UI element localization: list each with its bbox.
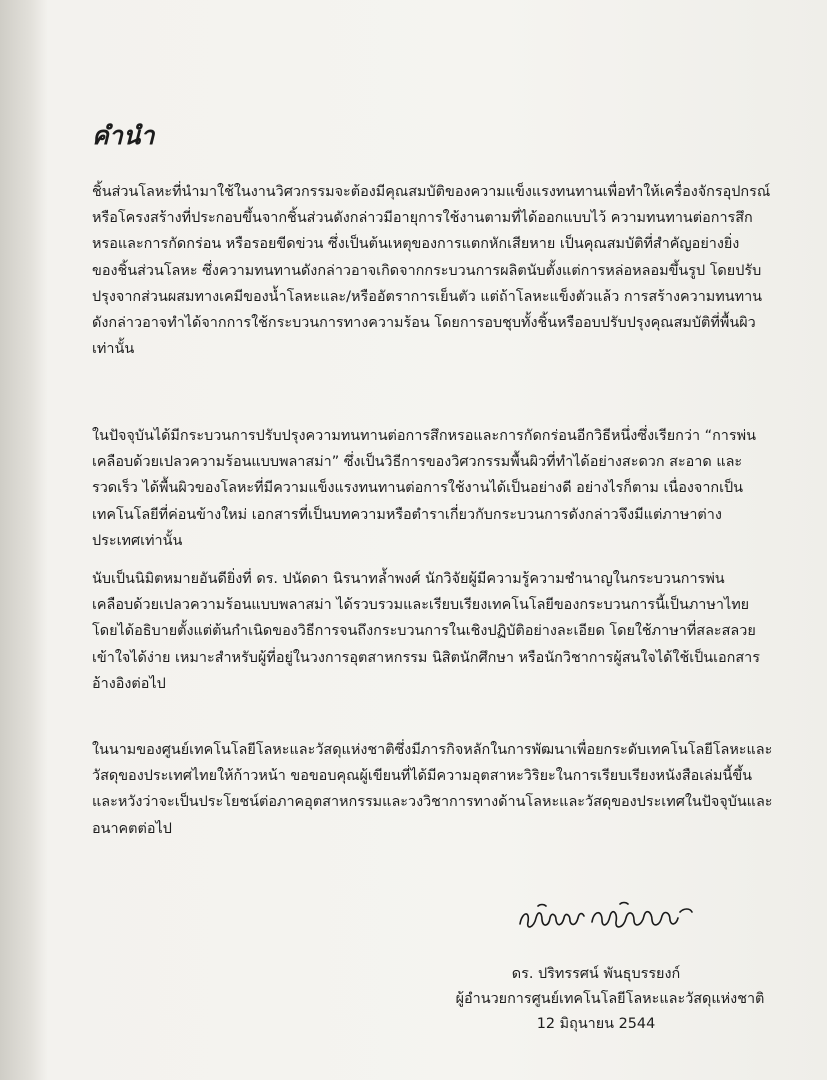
paragraph-3 — [92, 566, 792, 697]
paragraph-line: ชิ้นส่วนโลหะที่นำมาใช้ในงานวิศวกรรมจะต้องมีคุณสมบัติของความแข็งแรงทนทานเพื่อทำให้เครื่องจักรอุปกรณ์ — [92, 184, 771, 200]
paragraph-line: ในปัจจุบันได้มีกระบวนการปรับปรุงความทนทานต่อการสึกหรอและการกัดกร่อนอีกวิธีหนึ่งซึ่งเรียกว่า “การพ่น — [92, 428, 756, 444]
paragraph-line: เคลือบด้วยเปลวความร้อนแบบพลาสม่า ได้รวบรวมและเรียบเรียงเทคโนโลยีของกระบวนการนี้เป็นภาษาไทย — [92, 597, 750, 614]
paragraph-line: เท่านั้น — [92, 341, 135, 358]
paragraph-line: เคลือบด้วยเปลวความร้อนแบบพลาสม่า” ซึ่งเป็นวิธีการของวิศวกรรมพื้นผิวที่ทำได้อย่างสะดวก สะอาด และ — [92, 454, 743, 471]
paragraph-line: ของชิ้นส่วนโลหะ ซึ่งความทนทานดังกล่าวอาจเกิดจากกระบวนการผลิตนับตั้งแต่การหล่อหลอมขึ้นรูป โดยปรับ — [92, 262, 762, 279]
paragraph-line: ในนามของศูนย์เทคโนโลยีโลหะและวัสดุแห่งชาติซึ่งมีภารกิจหลักในการพัฒนาเพื่อยกระดับเทคโนโลยีโลหะและ — [92, 742, 773, 758]
paragraph-line: รวดเร็ว ได้พื้นผิวของโลหะที่มีความแข็งแรงทนทานต่อการใช้งานได้เป็นอย่างดี อย่างไรก็ตาม เนื่องจากเป็น — [92, 480, 744, 497]
paragraph-line: หรือโครงสร้างที่ประกอบขึ้นจากชิ้นส่วนดังกล่าวมีอายุการใช้งานตามที่ได้ออกแบบไว้ ความทนทานต่อการสึก — [92, 210, 753, 227]
paragraph-line: ดังกล่าวอาจทำได้จากการใช้กระบวนการทางความร้อน โดยการอบชุบทั้งชิ้นหรืออบปรับปรุงคุณสมบัติที่พื้นผิว — [92, 314, 756, 331]
handwritten-signature — [516, 898, 694, 938]
signature-date: 12 มิถุนายน 2544 — [536, 1016, 656, 1032]
paragraph-2 — [92, 423, 792, 554]
paragraph-line: ประเทศเท่านั้น — [92, 532, 183, 549]
paragraph-line: และหวังว่าจะเป็นประโยชน์ต่อภาคอุตสาหกรรมและวงวิชาการทางด้านโลหะและวัสดุของประเทศในปัจจุบันและ — [92, 794, 773, 811]
paragraph-line: ปรุงจากส่วนผสมทางเคมีของน้ำโลหะและ/หรืออัตราการเย็นตัว แต่ถ้าโลหะแข็งตัวแล้ว การสร้างความทนทาน — [92, 288, 763, 305]
signatory-name: ดร. ปริทรรศน์ พันธุบรรยงก์ — [511, 966, 681, 982]
paragraph-line: อนาคตต่อไป — [92, 820, 172, 837]
paragraph-line: อ้างอิงต่อไป — [92, 675, 166, 692]
paragraph-line: วัสดุของประเทศไทยให้ก้าวหน้า ขอขอบคุณผู้เขียนที่ได้มีความอุตสาหะวิริยะในการเรียบเรียงหนังสือเล่มนี้ขึ้น — [92, 768, 752, 785]
paragraph-line: นับเป็นนิมิตหมายอันดียิ่งที่ ดร. ปนัดดา นิรนาทล้ำพงศ์ นักวิจัยผู้มีความรู้ความชำนาญในกระบวนการพ่น — [92, 571, 725, 587]
paragraph-1 — [92, 179, 792, 362]
paragraph-line: เทคโนโลยีที่ค่อนข้างใหม่ เอกสารที่เป็นบทความหรือตำราเกี่ยวกับกระบวนการดังกล่าวจึงมีแต่ภาษาต่าง — [92, 506, 722, 523]
page-gutter-shadow — [0, 0, 48, 1080]
signatory-position: ผู้อำนวยการศูนย์เทคโนโลยีโลหะและวัสดุแห่งชาติ — [455, 991, 765, 1007]
paragraph-line: เข้าใจได้ง่าย เหมาะสำหรับผู้ที่อยู่ในวงการอุตสาหกรรม นิสิตนักศึกษา หรือนักวิชาการผู้สนใจได้ใช้เป็นเอกสาร — [92, 649, 760, 666]
paragraph-line: หรอและการกัดกร่อน หรือรอยขีดข่วน ซึ่งเป็นต้นเหตุของการแตกหักเสียหาย เป็นคุณสมบัติที่สำคัญอย่างยิ่ง — [92, 236, 740, 253]
paragraph-line: โดยได้อธิบายตั้งแต่ต้นกำเนิดของวิธีการจนถึงกระบวนการในเชิงปฏิบัติอย่างละเอียด โดยใช้ภาษาที่สละสลวย — [92, 623, 756, 640]
page-title: คำนำ — [92, 121, 155, 150]
paragraph-4 — [92, 737, 792, 842]
